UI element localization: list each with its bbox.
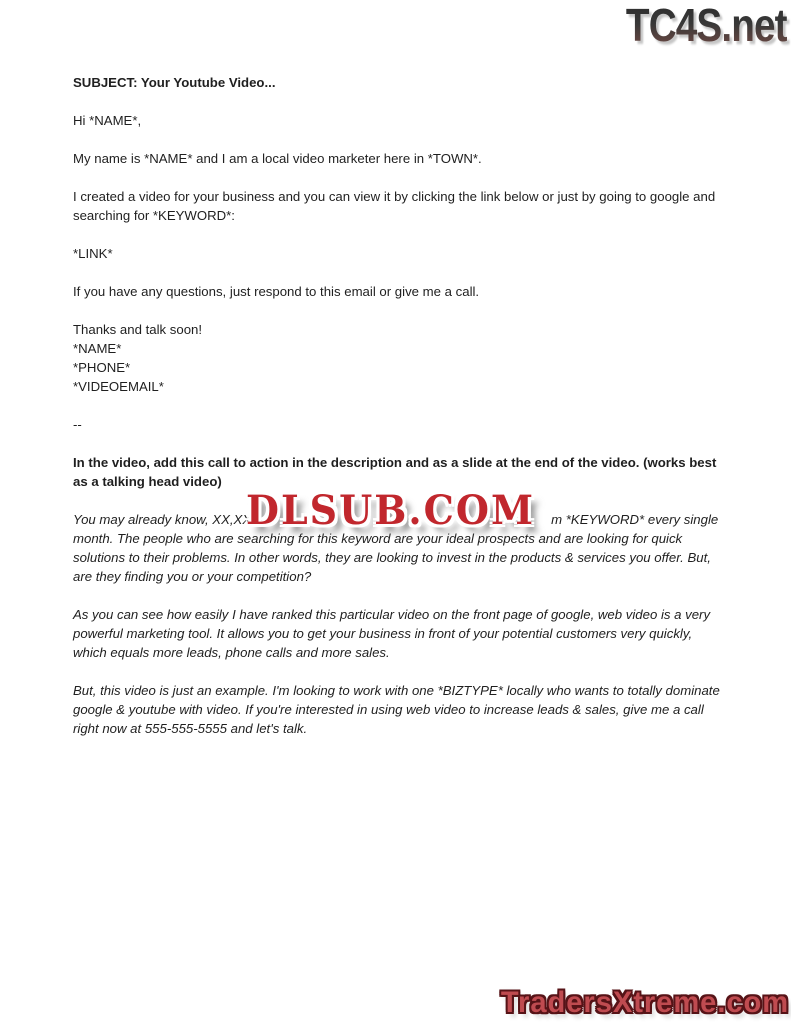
- video-created-paragraph: I created a video for your business and you can view it by clicking the link below or just by going to google and searching for *KEYWORD*:: [73, 189, 716, 223]
- cta-paragraph-1-rest: month. The people who are searching for this keyword are your ideal prospects and are looking for quick solutions to their problems. In other words, they are looking to invest in the products & services you offer. But, are they finding you or your competition?: [73, 531, 711, 584]
- cta-paragraph-1-fragment-before: You may already know, XX,XX: [73, 512, 252, 527]
- dlsub-watermark: DLSUB.COM: [246, 486, 536, 534]
- signature-name: *NAME*: [73, 341, 122, 356]
- signature-videoemail: *VIDEOEMAIL*: [73, 379, 164, 394]
- signature-phone: *PHONE*: [73, 360, 131, 375]
- email-template-text: [73, 73, 728, 757]
- cta-paragraph-1-fragment-after: m *KEYWORD* every single: [551, 512, 719, 527]
- divider-dashes: --: [73, 417, 82, 432]
- tc4s-logo-watermark: TC4S.net: [626, 0, 787, 52]
- link-placeholder: *LINK*: [73, 246, 113, 261]
- signoff-line: Thanks and talk soon!: [73, 322, 203, 337]
- questions-line: If you have any questions, just respond to this email or give me a call.: [73, 284, 480, 299]
- greeting-line: Hi *NAME*,: [73, 113, 142, 128]
- cta-paragraph-2: As you can see how easily I have ranked this particular video on the front page of google, web video is a very powerful marketing tool. It allows you to get your business in front of your potential customers very quickly, which equals more leads, phone calls and more sales.: [73, 607, 711, 660]
- cta-paragraph-3: But, this video is just an example. I'm looking to work with one *BIZTYPE* locally who wants to totally dominate google & youtube with video. If you're interested in using web video to increase leads & sales, give me a call right now at 555-555-5555 and let's talk.: [73, 683, 720, 736]
- cta-instruction-heading: In the video, add this call to action in the description and as a slide at the end of the video. (works best as a talking head video): [73, 455, 717, 489]
- intro-paragraph: My name is *NAME* and I am a local video marketer here in *TOWN*.: [73, 151, 482, 166]
- signature-block: [73, 320, 728, 396]
- subject-line: SUBJECT: Your Youtube Video...: [73, 75, 276, 90]
- tradersxtreme-watermark: TradersXtreme.com: [500, 986, 789, 1019]
